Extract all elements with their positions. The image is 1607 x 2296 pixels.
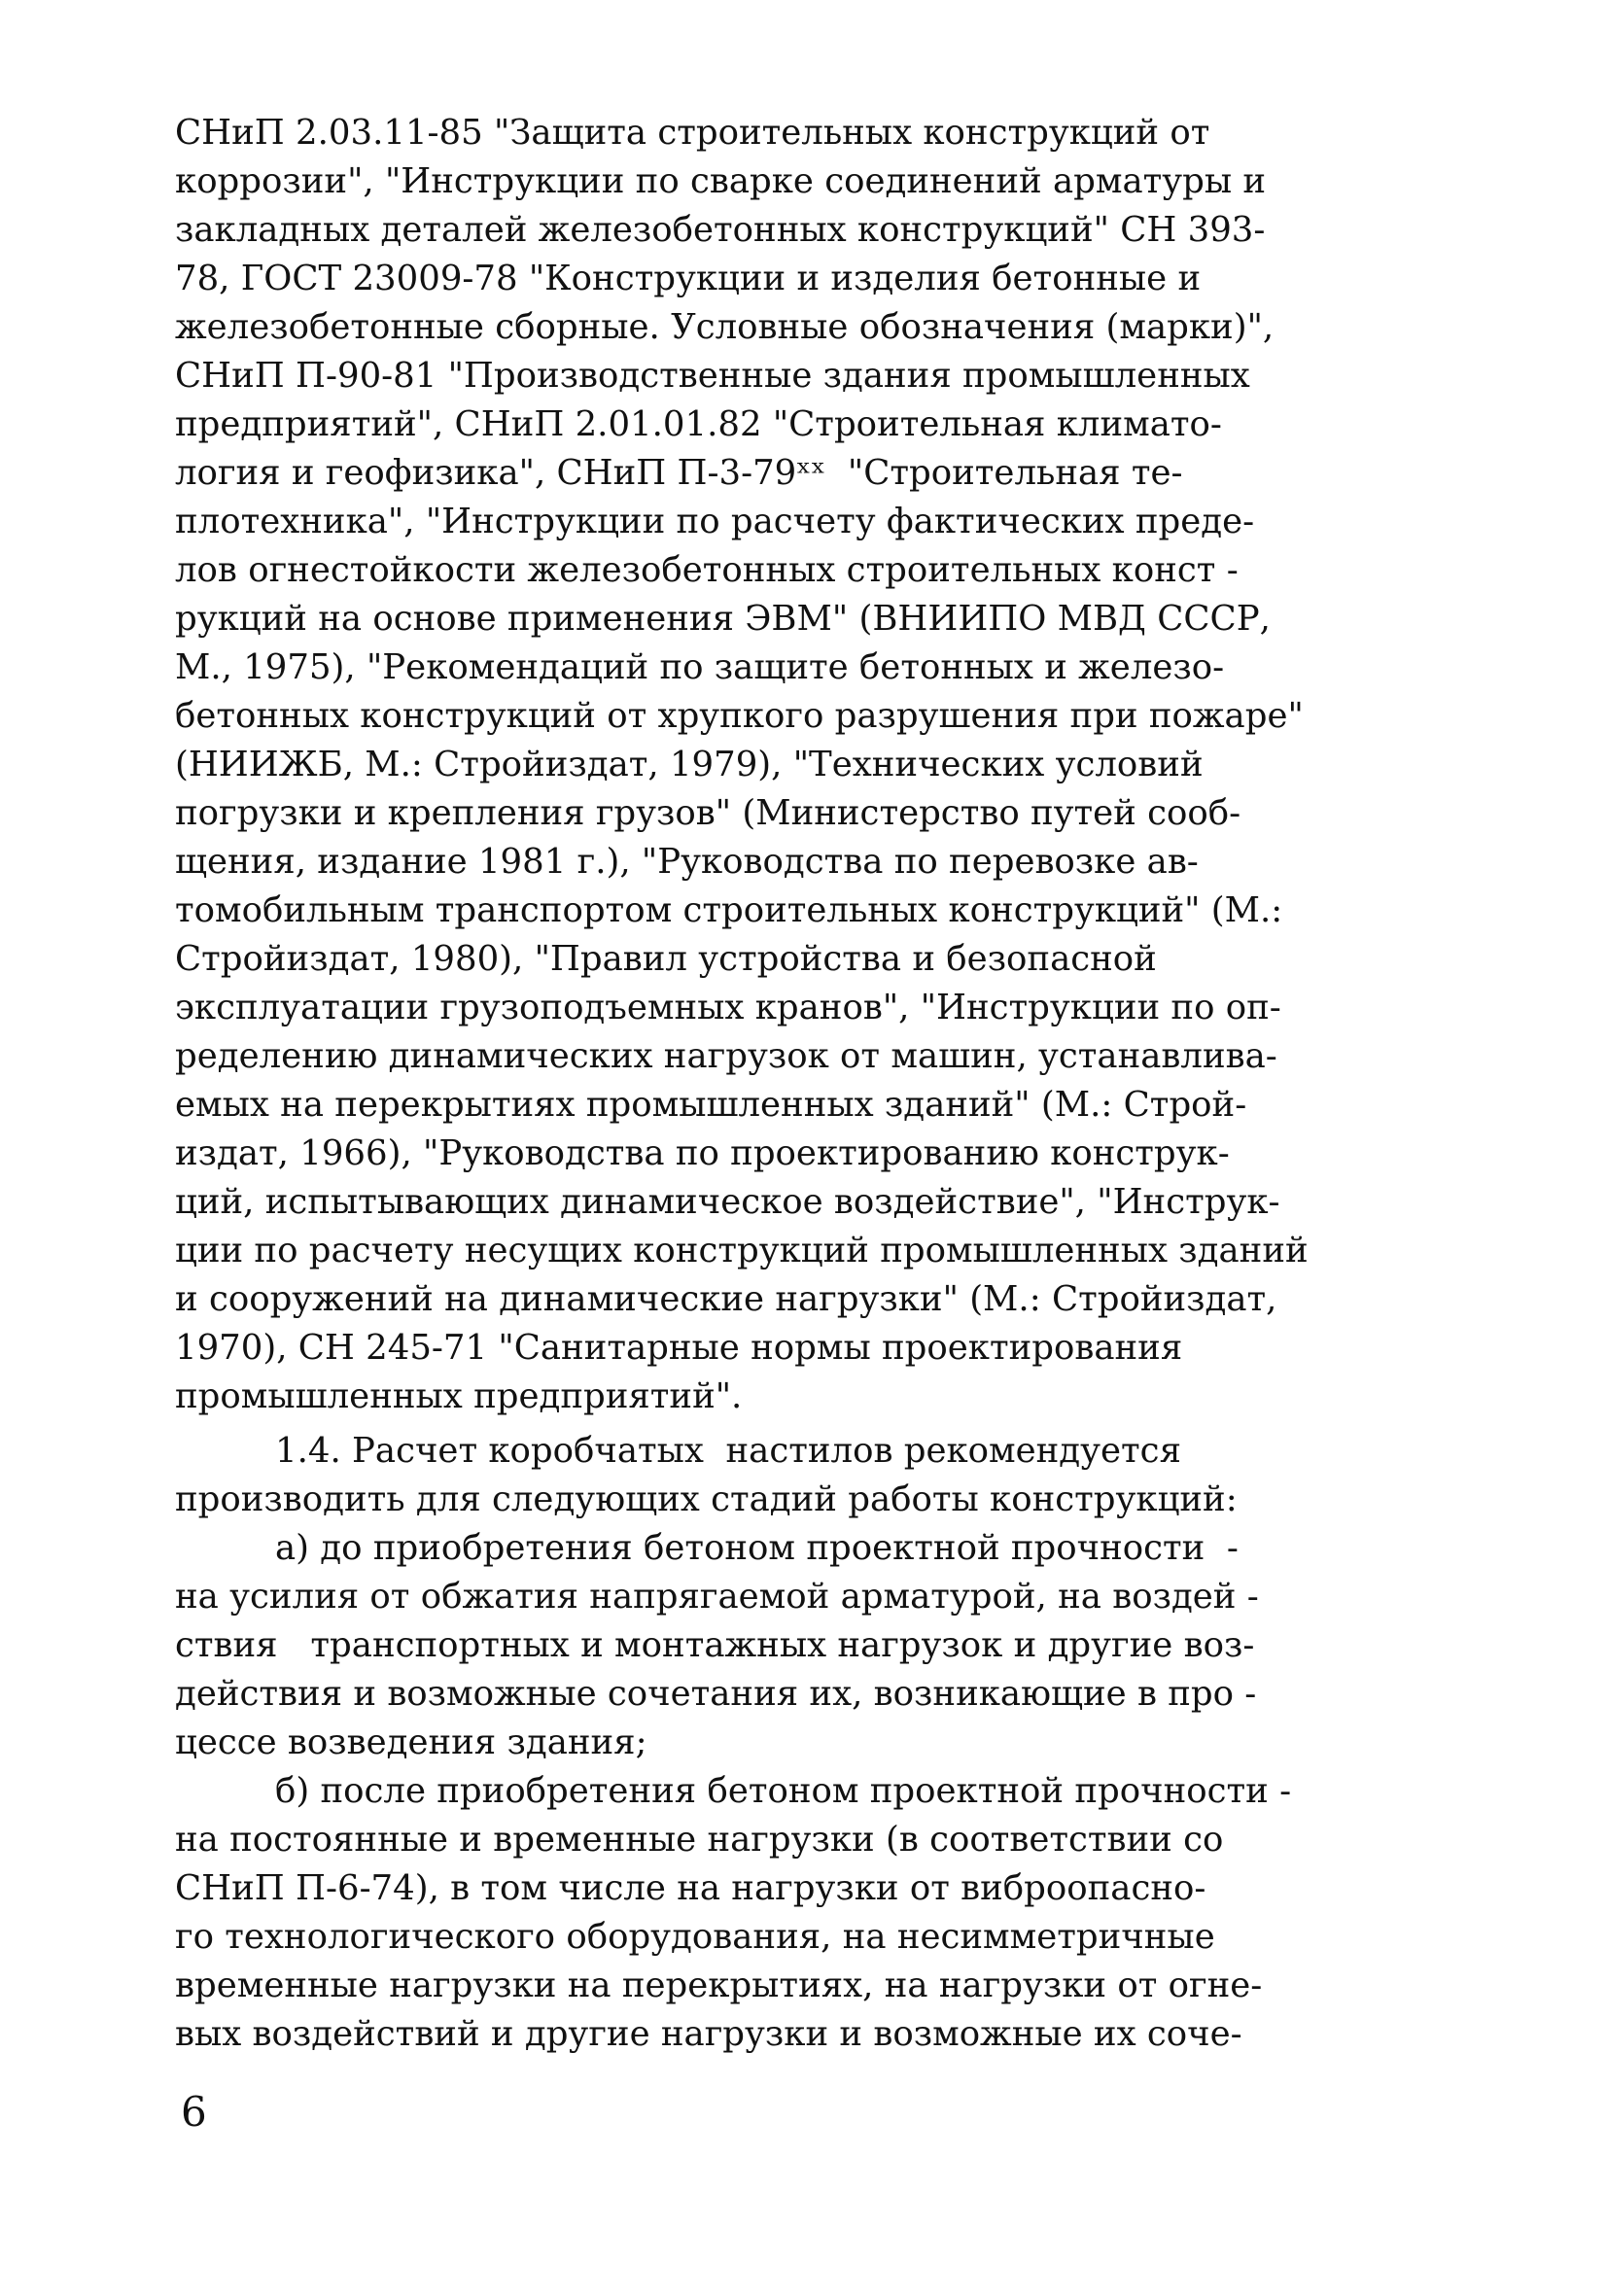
text-line: емых на перекрытиях промышленных зданий" (М.: Строй-	[175, 1085, 1247, 1125]
text-line: лов огнестойкости железобетонных строительных конст -	[175, 550, 1239, 590]
text-line: Стройиздат, 1980), "Правил устройства и безопасной	[175, 939, 1157, 979]
text-line: эксплуатации грузоподъемных кранов", "Инструкции по оп-	[175, 988, 1281, 1027]
page-number: 6	[181, 2088, 207, 2136]
body-text	[175, 109, 1439, 2059]
text-line: и сооружений на динамические нагрузки" (М.: Стройиздат,	[175, 1279, 1277, 1319]
text-line: го технологического оборудования, на несимметричные	[175, 1917, 1215, 1957]
text-line: а) до приобретения бетоном проектной прочности -	[275, 1528, 1239, 1568]
text-line: действия и возможные сочетания их, возникающие в про -	[175, 1674, 1257, 1714]
text-line: цессе возведения здания;	[175, 1722, 647, 1762]
text-line: логия и геофизика", СНиП П-3-79ˣˣ "Строительная те-	[175, 453, 1183, 493]
text-line: СНиП 2.03.11-85 "Защита строительных конструкций от	[175, 113, 1210, 153]
text-line: 1970), СН 245-71 "Санитарные нормы проектирования	[175, 1328, 1183, 1368]
text-line: М., 1975), "Рекомендаций по защите бетонных и железо-	[175, 647, 1225, 687]
text-line: на постоянные и временные нагрузки (в соответствии со	[175, 1820, 1224, 1860]
text-line: 1.4. Расчет коробчатых настилов рекомендуется	[275, 1431, 1181, 1471]
text-line: (НИИЖБ, М.: Стройиздат, 1979), "Технических условий	[175, 745, 1204, 784]
text-line: ции по расчету несущих конструкций промышленных зданий	[175, 1231, 1309, 1270]
text-line: вых воздействий и другие нагрузки и возможные их соче-	[175, 2014, 1242, 2054]
text-line: плотехника", "Инструкции по расчету фактических преде-	[175, 502, 1255, 541]
text-line: ствия транспортных и монтажных нагрузок и другие воз-	[175, 1625, 1255, 1665]
text-line: ций, испытывающих динамическое воздействие", "Инструк-	[175, 1182, 1280, 1222]
text-line: производить для следующих стадий работы конструкций:	[175, 1479, 1238, 1519]
text-line: железобетонные сборные. Условные обозначения (марки)",	[175, 307, 1275, 347]
text-line: бетонных конструкций от хрупкого разрушения при пожаре"	[175, 696, 1304, 736]
text-line: на усилия от обжатия напрягаемой арматурой, на воздей -	[175, 1577, 1259, 1617]
text-line: томобильным транспортом строительных конструкций" (М.:	[175, 890, 1283, 930]
text-line: ределению динамических нагрузок от машин, устанавлива-	[175, 1036, 1277, 1076]
text-line: закладных деталей железобетонных конструкций" СН 393-	[175, 210, 1266, 250]
text-line: рукций на основе применения ЭВМ" (ВНИИПО МВД СССР,	[175, 599, 1271, 639]
text-line: б) после приобретения бетоном проектной прочности -	[275, 1771, 1292, 1811]
text-line: СНиП П-90-81 "Производственные здания промышленных	[175, 356, 1250, 396]
text-line: СНиП П-6-74), в том числе на нагрузки от виброопасно-	[175, 1868, 1206, 1908]
text-line: временные нагрузки на перекрытиях, на нагрузки от огне-	[175, 1966, 1263, 2005]
text-line: коррозии", "Инструкции по сварке соединений арматуры и	[175, 161, 1267, 201]
text-line: погрузки и крепления грузов" (Министерство путей сооб-	[175, 793, 1241, 833]
text-line: предприятий", СНиП 2.01.01.82 "Строительная климато-	[175, 404, 1222, 444]
text-line: промышленных предприятий".	[175, 1376, 743, 1416]
text-line: щения, издание 1981 г.), "Руководства по перевозке ав-	[175, 842, 1199, 882]
text-line: издат, 1966), "Руководства по проектированию конструк-	[175, 1133, 1230, 1173]
text-line: 78, ГОСТ 23009-78 "Конструкции и изделия бетонные и	[175, 259, 1202, 298]
